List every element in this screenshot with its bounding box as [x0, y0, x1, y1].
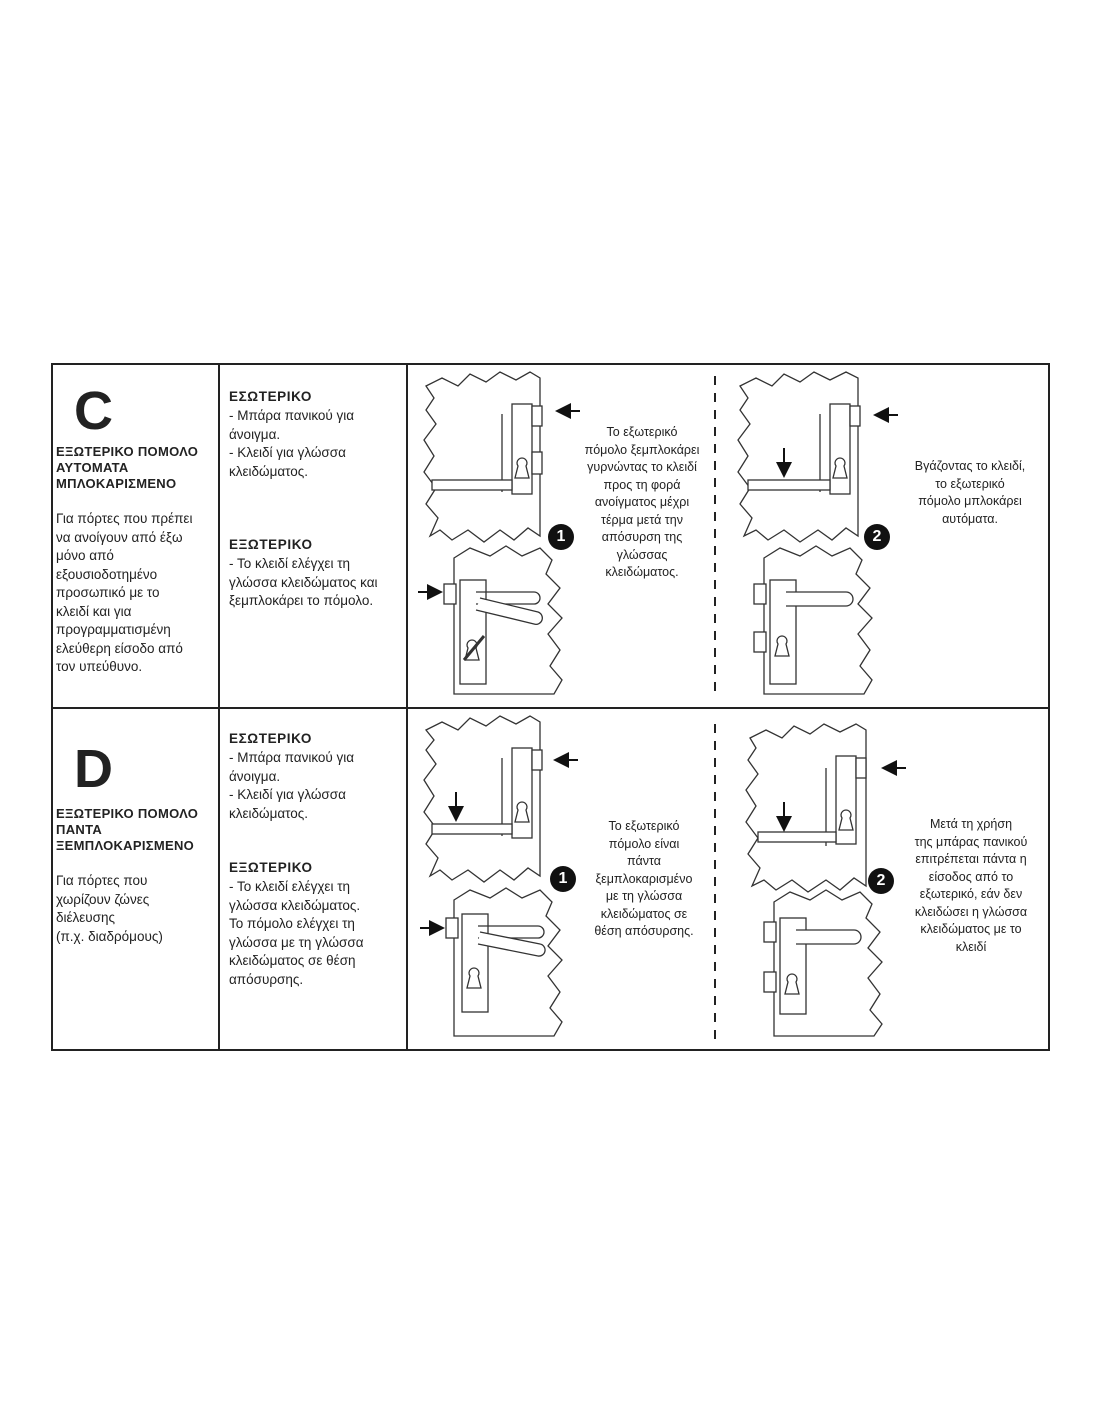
section-c-outer-text: - Το κλειδί ελέγχει τη γλώσσα κλειδώματος και ξεμπλοκάρει το πόμολο. [229, 556, 378, 608]
section-c-outer-title: ΕΞΩΤΕΡΙΚΟ [229, 537, 313, 552]
section-d-step1-badge: 1 [550, 866, 576, 892]
section-d-step2-text: Μετά τη χρήση της μπάρας πανικού επιτρέπεται πάντα η είσοδος από το εξωτερικό, εάν δεν κλειδώσει η γλώσσα κλειδώματος με το κλειδί [914, 817, 1028, 954]
section-d-inner-text: - Μπάρα πανικού για άνοιγμα. - Κλειδί για γλώσσα κλειδώματος. [229, 750, 355, 821]
section-c-inner-text: - Μπάρα πανικού για άνοιγμα. - Κλειδί για γλώσσα κλειδώματος. [229, 408, 355, 479]
section-c-step1-text: Το εξωτερικό πόμολο ξεμπλοκάρει γυρνώντας το κλειδί προς τη φορά ανοίγματος μέχρι τέρμα μετά την απόσυρση της γλώσσας κλειδώματος. [584, 425, 700, 579]
d-step2-inner-door-illustration [746, 724, 866, 892]
section-c-heading: ΕΞΩΤΕΡΙΚΟ ΠΟΜΟΛΟ ΑΥΤΟΜΑΤΑ ΜΠΛΟΚΑΡΙΣΜΕΝΟ [56, 444, 199, 491]
c-step2-inner-door-illustration [738, 372, 860, 542]
section-d-letter: D [74, 739, 113, 799]
section-d-description: Για πόρτες που χωρίζουν ζώνες διέλευσης (π.χ. διαδρόμους) [56, 873, 163, 944]
section-c-letter: C [74, 381, 113, 441]
c-step1-inner-door-illustration [424, 372, 542, 542]
section-d-heading: ΕΞΩΤΕΡΙΚΟ ΠΟΜΟΛΟ ΠΑΝΤΑ ΞΕΜΠΛΟΚΑΡΙΣΜΕΝΟ [56, 806, 199, 853]
section-c-step2-badge: 2 [864, 524, 890, 550]
section-d-outer-text: - Το κλειδί ελέγχει τη γλώσσα κλειδώματος. Το πόμολο ελέγχει τη γλώσσα με τη γλώσσα κλειδώματος σε θέση απόσυρσης. [229, 879, 364, 987]
d-step1-inner-door-illustration [424, 716, 542, 882]
section-c-description: Για πόρτες που πρέπει να ανοίγουν από έξω μόνο από εξουσιοδοτημένο προσωπικό με το κλειδί και για προγραμματισμένη ελεύθερη είσοδο από τον υπεύθυνο. [56, 511, 193, 674]
d-step2-outer-door-illustration [764, 890, 882, 1036]
section-c-step2-text: Βγάζοντας το κλειδί, το εξωτερικό πόμολο μπλοκάρει αυτόματα. [914, 459, 1026, 526]
section-c-inner-title: ΕΣΩΤΕΡΙΚΟ [229, 389, 312, 404]
c-step1-outer-door-illustration [444, 546, 562, 694]
section-d-step2-badge: 2 [868, 868, 894, 894]
section-d-inner-title: ΕΣΩΤΕΡΙΚΟ [229, 731, 312, 746]
section-d-outer-title: ΕΞΩΤΕΡΙΚΟ [229, 860, 313, 875]
section-d-step1-text: Το εξωτερικό πόμολο είναι πάντα ξεμπλοκαρισμένο με τη γλώσσα κλειδώματος σε θέση απόσυρσης. [594, 819, 694, 938]
section-c-step1-badge: 1 [548, 524, 574, 550]
c-step2-outer-door-illustration [754, 546, 872, 694]
d-step1-outer-door-illustration [446, 888, 562, 1036]
